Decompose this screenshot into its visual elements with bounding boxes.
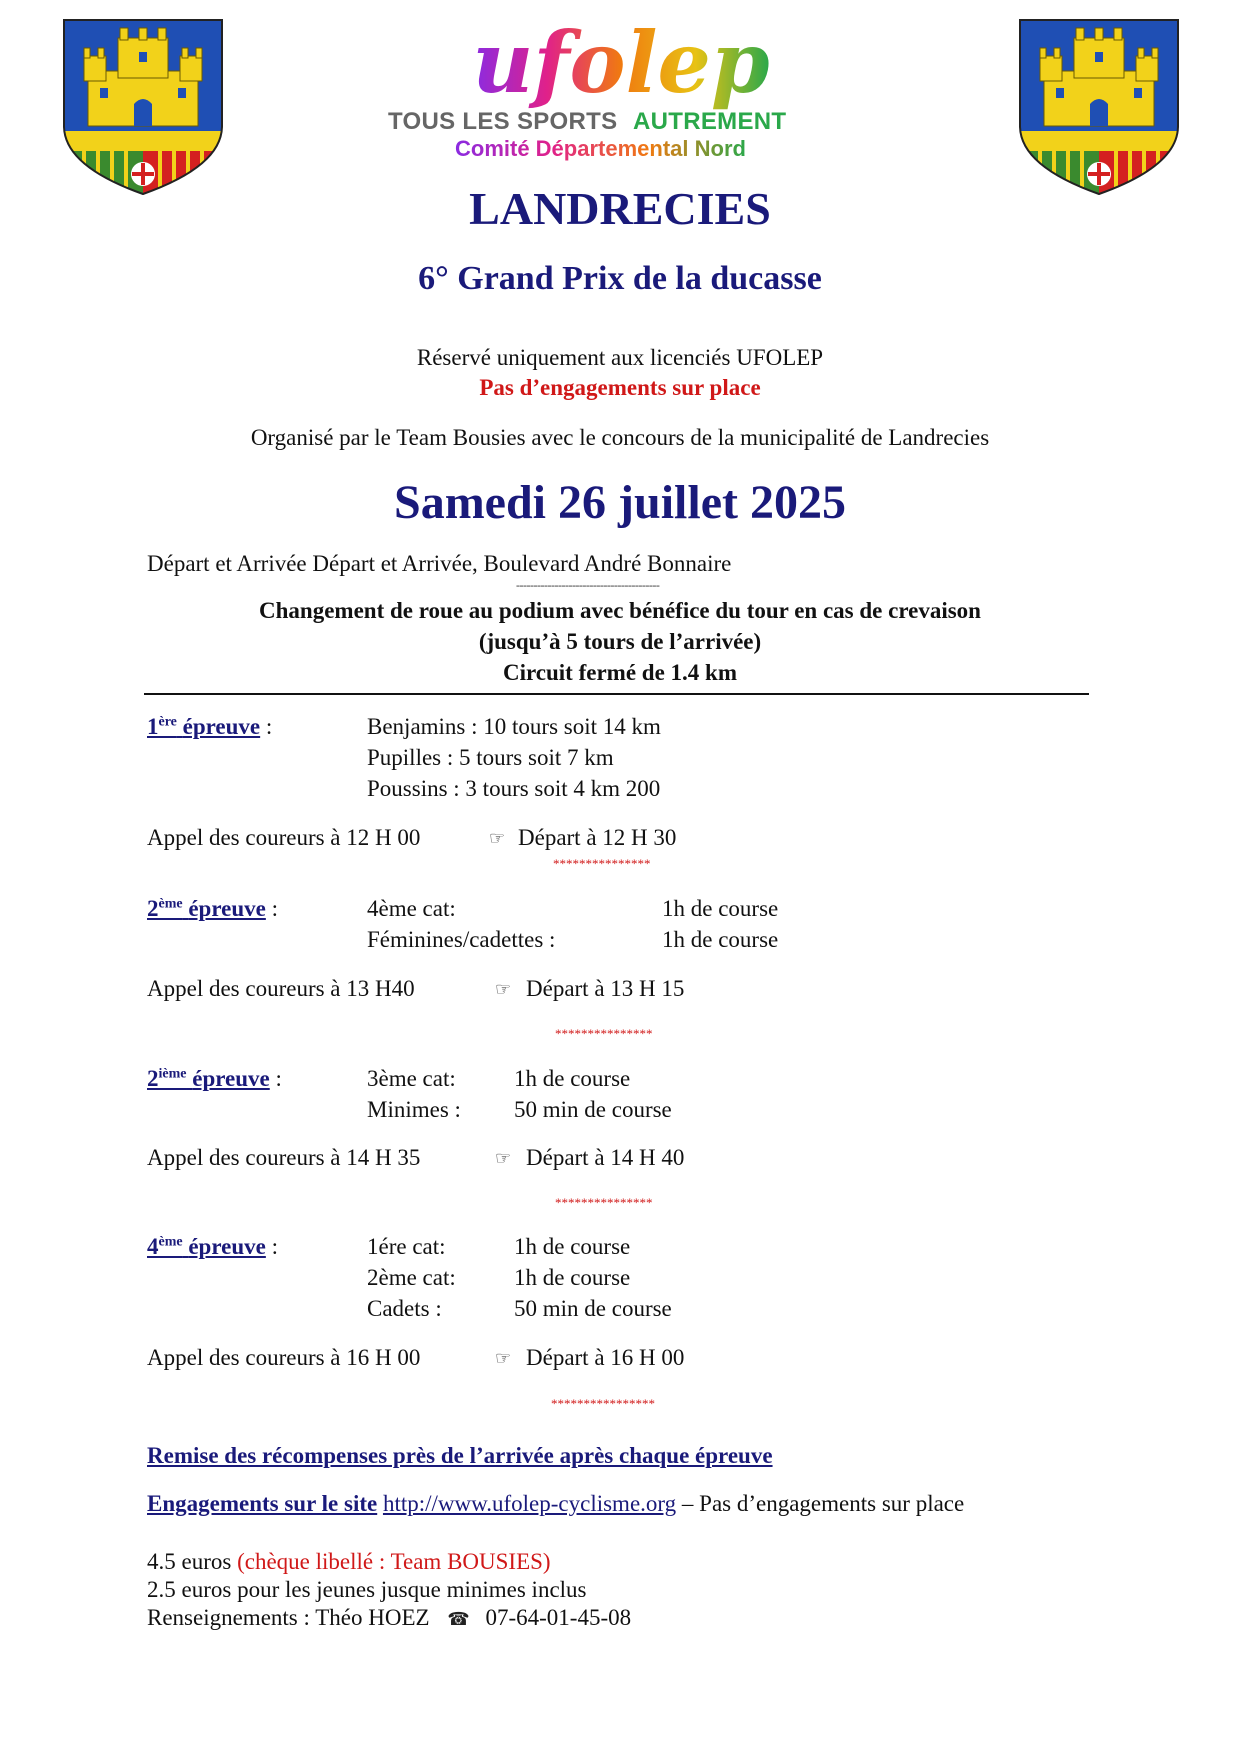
laps-note: (jusqu’à 5 tours de l’arrivée) [478,629,762,654]
circuit-length: Circuit fermé de 1.4 km [503,660,737,685]
race-title: 6° Grand Prix de la ducasse [418,260,822,297]
registration-link[interactable]: http://www.ufolep-cyclisme.org [382,1491,677,1516]
engagements-label: Engagements sur le site [147,1491,378,1516]
epreuve-3-call-time: Appel des coureurs à 14 H 35 [147,1145,421,1170]
logo-committee [455,136,746,162]
epreuve-2-start-time: Départ à 13 H 15 [526,976,685,1001]
star-separator: *************** [555,1195,653,1210]
epreuve-1-heading: 1ère épreuve : [147,714,273,739]
epreuve-4-category: Cadets : [367,1296,442,1321]
epreuve-3-category: Minimes : [367,1097,461,1122]
epreuve-3-category: 3ème cat: [367,1066,456,1091]
price-adult: 4.5 euros [147,1549,232,1574]
epreuve-2-call-time: Appel des coureurs à 13 H40 [147,976,415,1001]
epreuve-4-heading: 4ème épreuve : [147,1234,278,1259]
logo-committee-text: Comité Départemental Nord [455,136,746,161]
epreuve-4-category: 2ème cat: [367,1265,456,1290]
logo-tagline-left: TOUS LES SPORTS [388,108,618,135]
wheel-change-rule: Changement de roue au podium avec bénéfice du tour en cas de crevaison [259,598,981,623]
rewards-notice: Remise des récompenses près de l’arrivée après chaque épreuve [147,1443,773,1468]
epreuve-4-duration: 50 min de course [514,1296,672,1321]
epreuve-4-duration: 1h de course [514,1265,631,1290]
logo-word-text: ufolep [472,20,770,112]
engagements-rest: – Pas d’engagements sur place [681,1491,965,1516]
logo-tagline-right: AUTREMENT [633,108,787,135]
price-adult-line [147,1549,551,1575]
epreuve-3-duration: 50 min de course [514,1097,672,1122]
epreuve-1-call-time: Appel des coureurs à 12 H 00 [147,825,421,850]
price-youth: 2.5 euros pour les jeunes jusque minimes inclus [147,1577,587,1602]
epreuve-2-category: 4ème cat: [367,896,456,921]
epreuve-1-row: Pupilles : 5 tours soit 7 km [367,745,614,770]
epreuve-4-category: 1ére cat: [367,1234,446,1259]
telephone-icon: ☎ [447,1609,470,1630]
contact-label: Renseignements : Théo HOEZ [147,1605,430,1630]
star-separator: *************** [555,1026,653,1041]
epreuve-2-heading: 2ème épreuve : [147,896,278,921]
engagements-line [147,1491,964,1517]
town-title: LANDRECIES [469,183,771,234]
epreuve-3-duration: 1h de course [514,1066,631,1091]
reserved-notice: Réservé uniquement aux licenciés UFOLEP [416,345,824,370]
coat-of-arms-left [60,16,226,198]
star-separator: *************** [553,856,651,871]
section-divider [144,693,1089,695]
epreuve-2-duration: 1h de course [662,896,779,921]
no-onsite-entry-notice: Pas d’engagements sur place [479,375,761,400]
star-separator: **************** [551,1396,655,1411]
ufolep-logo [436,20,806,112]
epreuve-1-row: Benjamins : 10 tours soit 14 km [367,714,661,739]
epreuve-1-row: Poussins : 3 tours soit 4 km 200 [367,776,661,801]
coat-of-arms-right [1016,16,1182,198]
epreuve-3-heading: 2ième épreuve : [147,1066,282,1091]
start-finish-location: Départ et Arrivée Départ et Arrivée, Boulevard André Bonnaire [147,551,732,576]
organizer-line: Organisé par le Team Bousies avec le concours de la municipalité de Landrecies [250,425,990,450]
epreuve-1-start-time: Départ à 12 H 30 [518,825,677,850]
pointing-hand-icon: ☞ [495,1348,512,1369]
epreuve-4-call-time: Appel des coureurs à 16 H 00 [147,1345,421,1370]
pointing-hand-icon: ☞ [489,828,506,849]
contact-phone: 07-64-01-45-08 [485,1605,632,1630]
dashed-separator: ----------------------------------------- [516,578,660,592]
epreuve-2-duration: 1h de course [662,927,779,952]
epreuve-3-start-time: Départ à 14 H 40 [526,1145,685,1170]
pointing-hand-icon: ☞ [495,1148,512,1169]
cheque-payee: (chèque libellé : Team BOUSIES) [237,1549,551,1574]
event-date: Samedi 26 juillet 2025 [394,476,846,529]
contact-line [147,1605,631,1631]
epreuve-4-duration: 1h de course [514,1234,631,1259]
epreuve-4-start-time: Départ à 16 H 00 [526,1345,685,1370]
epreuve-2-category: Féminines/cadettes : [367,927,556,952]
pointing-hand-icon: ☞ [495,979,512,1000]
